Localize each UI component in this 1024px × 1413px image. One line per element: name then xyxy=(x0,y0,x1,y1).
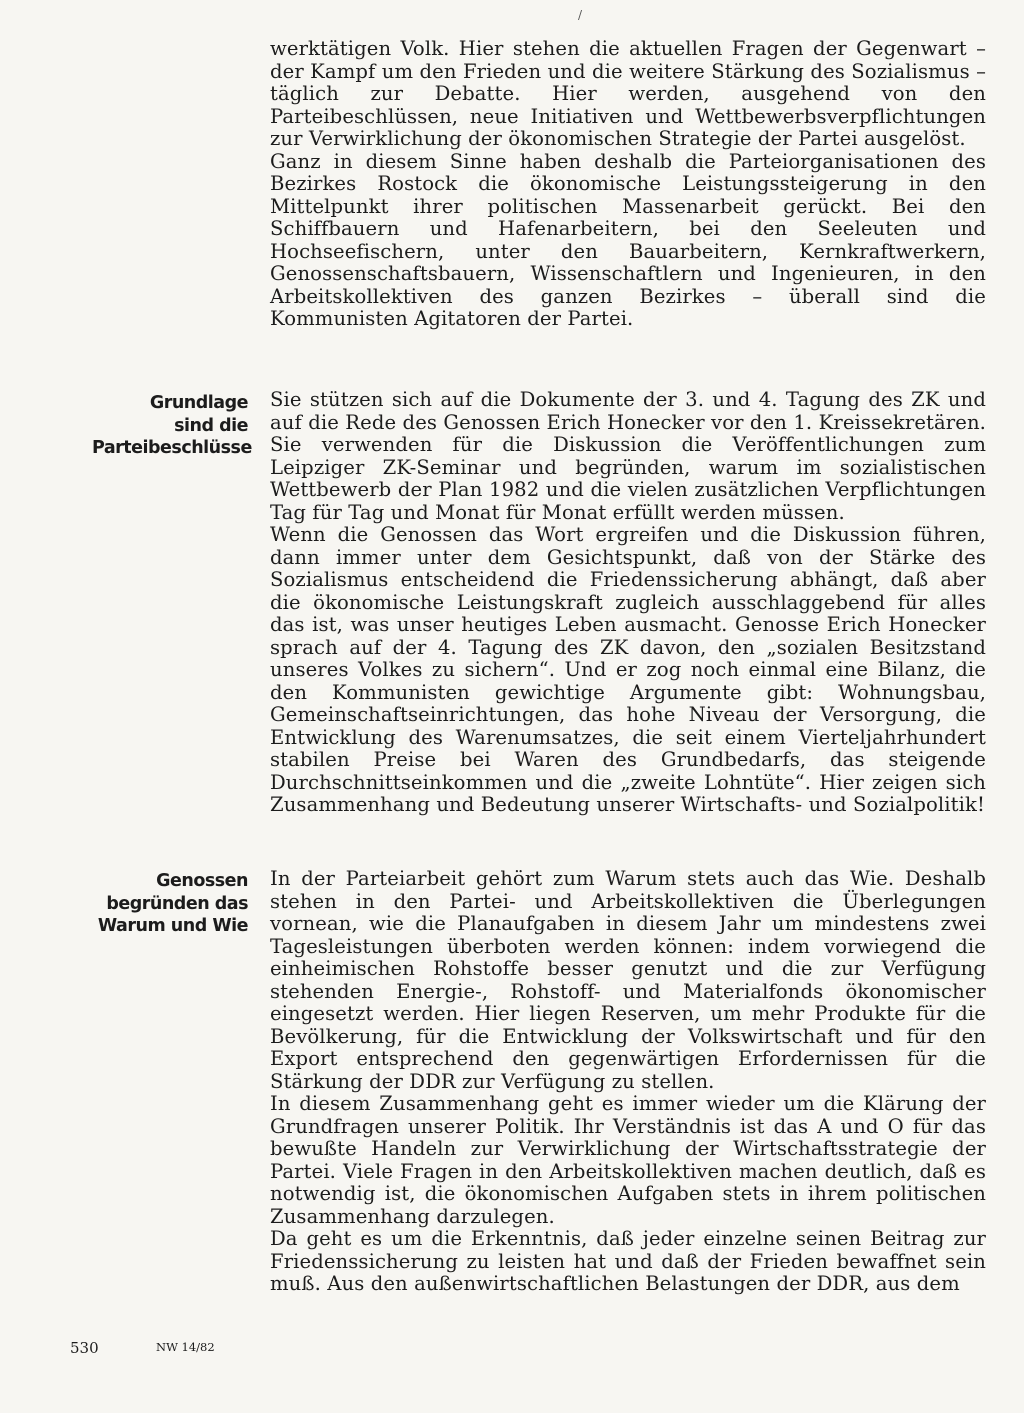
side-heading-2-line: begründen das xyxy=(106,893,248,914)
paragraph-1: werktätigen Volk. Hier stehen die aktuellen Fragen der Gegenwart – der Kampf um den Frieden und die weitere Stärkung des Sozialismus – täglich zur Debatte. Hier werden, ausgehend von den Parteibeschlüssen, neue Initiativen und Wettbewerbsverpflichtungen zur Verwirklichung der ökonomischen Strategie der Partei ausgelöst. xyxy=(270,37,986,150)
paragraph-4: Wenn die Genossen das Wort ergreifen und die Diskussion führen, dann immer unter dem Gesichtspunkt, daß von der Stärke des Sozialismus entscheidend die Friedenssicherung abhängt, daß aber die ökonomische Leistungskraft zugleich ausschlaggebend für alles das ist, was unser heutiges Leben ausmacht. Genosse Erich Honecker sprach auf der 4. Tagung des ZK davon, den „sozialen Besitzstand unseres Volkes zu sichern“. Und er zog noch einmal eine Bilanz, die den Kommunisten gewichtige Argumente gibt: Wohnungsbau, Gemeinschaftseinrichtungen, das hohe Niveau der Versorgung, die Entwicklung des Warenumsatzes, die seit einem Vierteljahrhundert stabilen Preise bei Waren des Grundbedarfs, das steigende Durchschnittseinkommen und die „zweite Lohntüte“. Hier zeigen sich Zusammenhang und Bedeutung unserer Wirtschafts- und Sozialpolitik! xyxy=(270,523,986,816)
side-heading-1-line: sind die xyxy=(174,415,248,436)
page-number: 530 xyxy=(70,1339,99,1357)
side-heading-2-line: Genossen xyxy=(156,871,248,891)
paragraph-7: Da geht es um die Erkenntnis, daß jeder einzelne seinen Beitrag zur Friedenssicherung zu leisten hat und daß der Frieden bewaffnet sein muß. Aus den außenwirtschaftlichen Belastungen der DDR, aus dem xyxy=(270,1227,986,1295)
side-heading-1-line: Parteibeschlüsse xyxy=(92,438,252,458)
side-heading-2 xyxy=(92,870,248,938)
paragraph-2: Ganz in diesem Sinne haben deshalb die Parteiorganisationen des Bezirkes Rostock die ökonomische Leistungssteigerung in den Mittelpunkt ihrer politischen Massenarbeit gerückt. Bei den Schiffbauern und Hafenarbeitern, bei den Seeleuten und Hochseefischern, unter den Bauarbeitern, Kernkraftwerkern, Genossenschaftsbauern, Wissenschaftlern und Ingenieuren, in den Arbeitskollektiven des ganzen Bezirkes – überall sind die Kommunisten Agitatoren der Partei. xyxy=(270,149,986,330)
side-heading-2-line: Warum und Wie xyxy=(97,916,248,936)
paragraph-3: Sie stützen sich auf die Dokumente der 3. und 4. Tagung des ZK und auf die Rede des Genossen Erich Honecker vor den 1. Kreissekretären. Sie verwenden für die Diskussion die Veröffentlichungen zum Leipziger ZK-Seminar und begründen, warum im sozialistischen Wettbewerb der Plan 1982 und die vielen zusätzlichen Verpflichtungen Tag für Tag und Monat für Monat erfüllt werden müssen. xyxy=(270,388,986,524)
text-block-3 xyxy=(270,868,986,1296)
issue-reference: NW 14/82 xyxy=(156,1340,215,1354)
side-heading-1 xyxy=(92,392,252,460)
text-block-1 xyxy=(270,38,986,331)
paragraph-6: In diesem Zusammenhang geht es immer wieder um die Klärung der Grundfragen unserer Politik. Ihr Verständnis ist das A und O für das bewußte Handeln zur Verwirklichung der Wirtschaftsstrategie der Partei. Viele Fragen in den Arbeitskollektiven machen deutlich, daß es notwendig ist, die ökonomischen Aufgaben stets in ihrem politischen Zusammenhang darzulegen. xyxy=(270,1092,986,1228)
paragraph-5: In der Parteiarbeit gehört zum Warum stets auch das Wie. Deshalb stehen in den Partei- und Arbeitskollektiven die Überlegungen vornean, wie die Planaufgaben in diesem Jahr um mindestens zwei Tagesleistungen überboten werden können: indem vorwiegend die einheimischen Rohstoffe besser genutzt und die zur Verfügung stehenden Energie-, Rohstoff- und Materialfonds ökonomischer eingesetzt werden. Hier liegen Reserven, um mehr Produkte für die Bevölkerung, für die Entwicklung der Volkswirtschaft und für den Export entsprechend den gegenwärtigen Erfordernissen für die Stärkung der DDR zur Verfügung zu stellen. xyxy=(270,867,986,1093)
text-block-2 xyxy=(270,389,986,817)
side-heading-1-line: Grundlage xyxy=(149,393,248,413)
page-mark: / xyxy=(578,8,583,22)
